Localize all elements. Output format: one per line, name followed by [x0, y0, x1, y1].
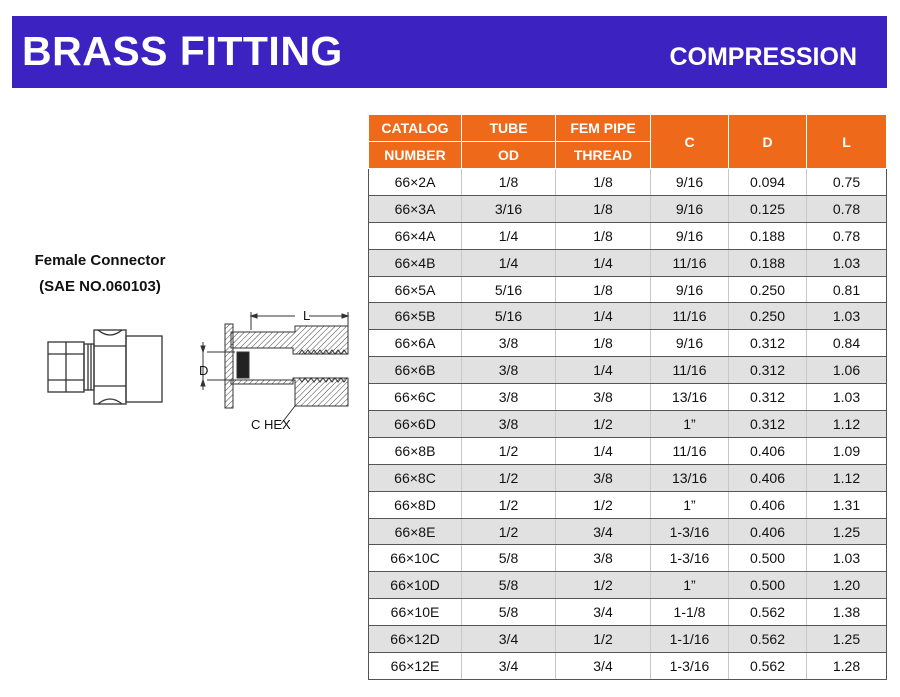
table-cell: 0.250: [729, 303, 807, 330]
table-cell: 0.406: [729, 464, 807, 491]
table-row: [369, 653, 887, 680]
table-row: [369, 491, 887, 518]
table-cell: 1-3/16: [651, 545, 729, 572]
table-cell: 66×5B: [369, 303, 462, 330]
table-row: [369, 195, 887, 222]
column-header: C: [651, 115, 729, 169]
diameter-label: D: [199, 363, 209, 378]
table-cell: 1.31: [807, 491, 887, 518]
table-cell: 1/2: [462, 518, 556, 545]
table-row: [369, 599, 887, 626]
length-label: L: [303, 308, 311, 323]
table-cell: 66×12E: [369, 653, 462, 680]
table-cell: 9/16: [651, 330, 729, 357]
table-cell: 1.03: [807, 545, 887, 572]
table-cell: 1-3/16: [651, 518, 729, 545]
column-header: TUBE: [462, 115, 556, 142]
fitting-section-drawing: [195, 302, 365, 430]
table-cell: 1.25: [807, 626, 887, 653]
table-cell: 3/8: [556, 384, 651, 411]
table-row: [369, 330, 887, 357]
column-header: OD: [462, 142, 556, 169]
table-cell: 0.81: [807, 276, 887, 303]
table-cell: 1/4: [556, 437, 651, 464]
table-cell: 0.312: [729, 357, 807, 384]
column-header: NUMBER: [369, 142, 462, 169]
table-cell: 0.250: [729, 276, 807, 303]
table-cell: 3/16: [462, 195, 556, 222]
hex-label: C HEX: [251, 417, 291, 432]
fitting-external-view: [44, 320, 168, 412]
table-cell: 0.094: [729, 169, 807, 196]
table-cell: 5/8: [462, 599, 556, 626]
table-cell: 3/8: [462, 411, 556, 438]
table-cell: 1/2: [462, 491, 556, 518]
table-cell: 1.03: [807, 249, 887, 276]
table-row: [369, 303, 887, 330]
table-cell: 1/4: [556, 249, 651, 276]
table-cell: 1/8: [556, 195, 651, 222]
table-row: [369, 357, 887, 384]
table-cell: 1.20: [807, 572, 887, 599]
table-cell: 66×10D: [369, 572, 462, 599]
table-cell: 1-1/16: [651, 626, 729, 653]
table-cell: 9/16: [651, 276, 729, 303]
table-cell: 66×8C: [369, 464, 462, 491]
table-cell: 66×8D: [369, 491, 462, 518]
table-cell: 66×12D: [369, 626, 462, 653]
table-cell: 3/8: [462, 330, 556, 357]
table-cell: 5/8: [462, 572, 556, 599]
table-cell: 66×5A: [369, 276, 462, 303]
table-row: [369, 437, 887, 464]
table-cell: 66×6A: [369, 330, 462, 357]
table-cell: 3/4: [462, 653, 556, 680]
table-cell: 0.125: [729, 195, 807, 222]
table-cell: 1”: [651, 411, 729, 438]
table-cell: 0.312: [729, 330, 807, 357]
table-cell: 1.25: [807, 518, 887, 545]
table-row: [369, 545, 887, 572]
table-cell: 1/2: [556, 572, 651, 599]
table-cell: 1/8: [556, 222, 651, 249]
table-cell: 1.06: [807, 357, 887, 384]
table-cell: 1.09: [807, 437, 887, 464]
table-cell: 0.562: [729, 626, 807, 653]
table-cell: 0.188: [729, 222, 807, 249]
table-row: [369, 222, 887, 249]
table-cell: 66×6C: [369, 384, 462, 411]
table-cell: 0.406: [729, 518, 807, 545]
table-cell: 1/4: [462, 249, 556, 276]
table-cell: 66×3A: [369, 195, 462, 222]
table-cell: 1/2: [462, 464, 556, 491]
table-cell: 0.312: [729, 411, 807, 438]
table-row: [369, 572, 887, 599]
table-cell: 11/16: [651, 437, 729, 464]
product-code: (SAE NO.060103): [39, 278, 161, 295]
table-cell: 1.12: [807, 464, 887, 491]
specification-table: [368, 114, 887, 680]
table-row: [369, 518, 887, 545]
table-cell: 66×2A: [369, 169, 462, 196]
table-cell: 1/8: [462, 169, 556, 196]
product-name: Female Connector: [34, 252, 166, 269]
table-cell: 66×8E: [369, 518, 462, 545]
table-cell: 3/8: [556, 545, 651, 572]
table-cell: 0.500: [729, 572, 807, 599]
product-caption: [0, 248, 200, 300]
table-cell: 66×4B: [369, 249, 462, 276]
column-header: L: [807, 115, 887, 169]
table-cell: 0.78: [807, 222, 887, 249]
table-cell: 13/16: [651, 384, 729, 411]
page-subtitle: COMPRESSION: [669, 43, 857, 71]
table-row: [369, 384, 887, 411]
column-header: D: [729, 115, 807, 169]
column-header: FEM PIPE: [556, 115, 651, 142]
table-cell: 66×6D: [369, 411, 462, 438]
table-cell: 9/16: [651, 195, 729, 222]
table-cell: 1.38: [807, 599, 887, 626]
table-cell: 5/16: [462, 303, 556, 330]
table-cell: 66×10E: [369, 599, 462, 626]
table-cell: 1-3/16: [651, 653, 729, 680]
table-cell: 1/4: [556, 357, 651, 384]
table-cell: 1”: [651, 491, 729, 518]
header-banner: [12, 16, 887, 88]
table-cell: 11/16: [651, 303, 729, 330]
table-cell: 3/4: [556, 518, 651, 545]
table-cell: 1/2: [556, 491, 651, 518]
table-cell: 1”: [651, 572, 729, 599]
table-cell: 11/16: [651, 249, 729, 276]
table-row: [369, 276, 887, 303]
table-cell: 3/4: [556, 599, 651, 626]
table-cell: 66×8B: [369, 437, 462, 464]
table-cell: 13/16: [651, 464, 729, 491]
table-cell: 0.406: [729, 437, 807, 464]
table-cell: 3/8: [556, 464, 651, 491]
table-cell: 1.28: [807, 653, 887, 680]
table-header: [369, 115, 887, 169]
table-cell: 3/4: [462, 626, 556, 653]
table-cell: 1/8: [556, 169, 651, 196]
table-cell: 66×6B: [369, 357, 462, 384]
table-cell: 0.84: [807, 330, 887, 357]
table-cell: 3/8: [462, 357, 556, 384]
table-cell: 1/4: [462, 222, 556, 249]
table-cell: 11/16: [651, 357, 729, 384]
page-title: BRASS FITTING: [22, 28, 343, 74]
column-header: CATALOG: [369, 115, 462, 142]
table-row: [369, 249, 887, 276]
table-row: [369, 411, 887, 438]
table-row: [369, 169, 887, 196]
table-cell: 0.406: [729, 491, 807, 518]
table-cell: 9/16: [651, 222, 729, 249]
table-cell: 1/2: [556, 411, 651, 438]
table-cell: 0.562: [729, 653, 807, 680]
table-cell: 3/4: [556, 653, 651, 680]
table-cell: 1/4: [556, 303, 651, 330]
table-cell: 9/16: [651, 169, 729, 196]
table-cell: 1.03: [807, 303, 887, 330]
table-cell: 0.500: [729, 545, 807, 572]
column-header: THREAD: [556, 142, 651, 169]
table-cell: 0.312: [729, 384, 807, 411]
table-cell: 5/8: [462, 545, 556, 572]
table-cell: 1.12: [807, 411, 887, 438]
table-cell: 5/16: [462, 276, 556, 303]
table-row: [369, 626, 887, 653]
table-cell: 66×4A: [369, 222, 462, 249]
table-body: [369, 169, 887, 680]
table-cell: 0.75: [807, 169, 887, 196]
table-cell: 0.188: [729, 249, 807, 276]
table-cell: 1-1/8: [651, 599, 729, 626]
table-cell: 1/8: [556, 330, 651, 357]
table-cell: 0.78: [807, 195, 887, 222]
table-cell: 1/2: [462, 437, 556, 464]
table-cell: 66×10C: [369, 545, 462, 572]
table-cell: 0.562: [729, 599, 807, 626]
table-cell: 1.03: [807, 384, 887, 411]
table-cell: 1/8: [556, 276, 651, 303]
table-row: [369, 464, 887, 491]
table-cell: 3/8: [462, 384, 556, 411]
table-cell: 1/2: [556, 626, 651, 653]
